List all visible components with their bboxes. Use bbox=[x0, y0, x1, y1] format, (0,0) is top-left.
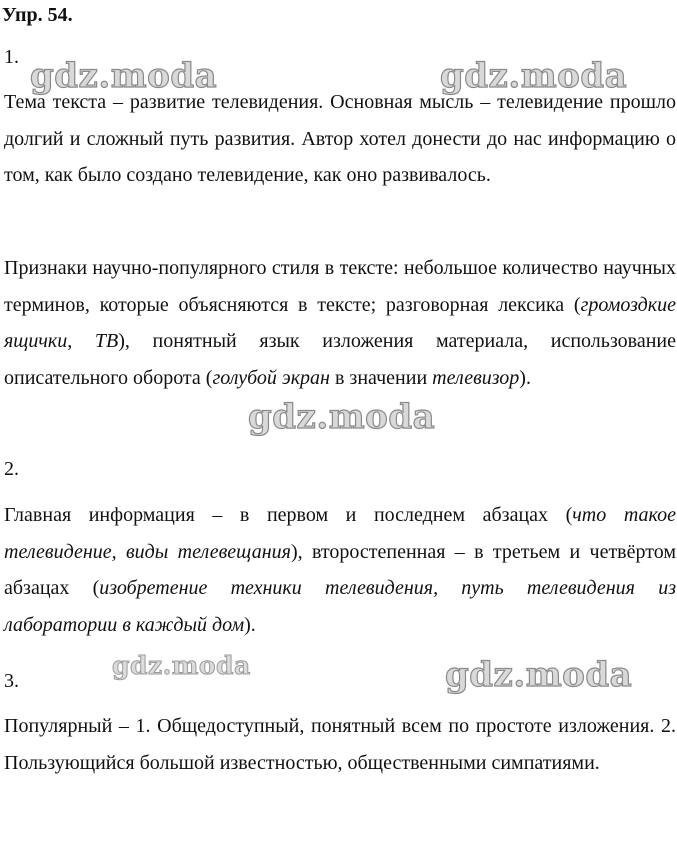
text-run: в значении bbox=[329, 366, 433, 389]
italic-example: что такое телевидение, виды телевещания bbox=[4, 504, 676, 563]
italic-example: громоздкие ящички, ТВ bbox=[4, 293, 676, 352]
italic-example: изобретение техники телевидения, путь телевидения из лаборатории в каждый дом bbox=[4, 577, 676, 636]
watermark-logo: gdz.moda bbox=[440, 56, 628, 96]
text-run: ), понятный язык изложения материала, использование описательного оборота ( bbox=[4, 330, 676, 389]
text-run: Главная информация – в первом и последнем абзацах ( bbox=[4, 504, 573, 526]
watermark-logo: gdz.moda bbox=[445, 655, 633, 695]
text-run: ). bbox=[519, 366, 531, 389]
section-number-1: 1. bbox=[4, 46, 19, 68]
text-run: ), второстепенная – в третьем и четвёртом абзацах ( bbox=[4, 540, 676, 599]
section-1-paragraph-2 bbox=[4, 250, 676, 396]
section-3-paragraph-1 bbox=[4, 708, 676, 781]
exercise-title: Упр. 54. bbox=[2, 4, 73, 26]
section-number-2: 2. bbox=[4, 458, 19, 480]
watermark-logo: gdz.moda bbox=[248, 397, 436, 437]
section-1-paragraph-1 bbox=[4, 84, 676, 194]
watermark-logo: gdz.moda bbox=[112, 651, 251, 680]
text-run: Признаки научно-популярного стиля в тексте: небольшое количество научных терминов, которые объясняются в тексте; разговорная лексика ( bbox=[4, 257, 676, 316]
text-run: ). bbox=[244, 613, 256, 636]
section-number-3: 3. bbox=[4, 670, 19, 692]
italic-example: голубой экран bbox=[212, 366, 330, 389]
watermark-logo: gdz.moda bbox=[30, 56, 218, 96]
section-2-paragraph-1 bbox=[4, 497, 676, 643]
text-run: Тема текста – развитие телевидения. Основная мысль – телевидение прошло долгий и сложный путь развития. Автор хотел донести до нас информацию о том, как было создано телевидение, как оно развивалось. bbox=[4, 91, 676, 186]
text-run: Популярный – 1. Общедоступный, понятный всем по простоте изложения. 2. Пользующийся большой известностью, общественными симпатиями. bbox=[4, 715, 676, 774]
italic-example: телевизор bbox=[432, 366, 520, 389]
